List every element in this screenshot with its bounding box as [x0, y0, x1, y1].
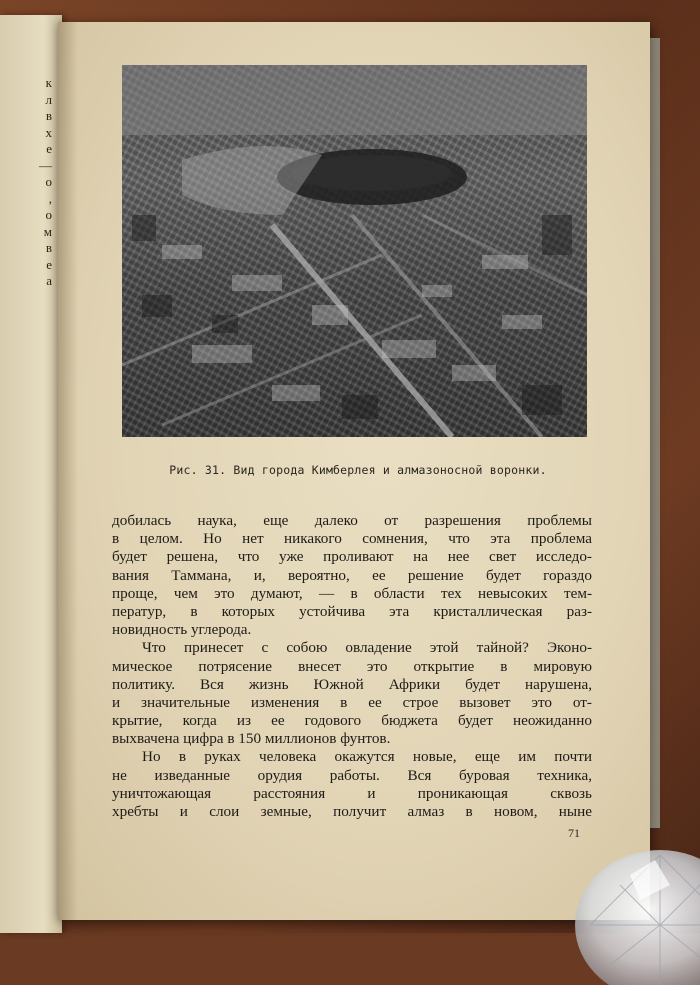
text-line: проще, чем это думают, — в области тех невысоких тем- [112, 584, 592, 602]
text-line: ператур, в которых устойчива эта кристаллическая раз- [112, 602, 592, 620]
text-line: уничтожающая расстояния и проникающая сквозь [112, 784, 592, 802]
text-line: в целом. Но нет никакого сомнения, что эта проблема [112, 530, 592, 548]
text-line: и значительные изменения в ее строе вызовет это от- [112, 693, 592, 711]
text-line: добилась наука, еще далеко от разрешения проблемы [112, 512, 592, 529]
text-line: не изведанные орудия работы. Вся буровая техника, [112, 766, 592, 784]
gutter-shadow [58, 22, 78, 920]
aerial-photo-kimberley [122, 65, 587, 437]
text-line: политику. Вся жизнь Южной Африки будет нарушена, [112, 675, 592, 693]
text-line: мическое потрясение внесет это открытие в мировую [112, 657, 592, 675]
text-line: новидность углерода. [112, 621, 252, 639]
text-line: крытие, когда из ее годового бюджета будет неожиданно [112, 712, 592, 730]
left-page [0, 15, 62, 933]
left-page-margin-text: к л в х е — о , о м в е а [39, 75, 52, 288]
text-line: будет решена, что уже проливают на нее свет исследо- [112, 548, 592, 566]
body-text [112, 512, 592, 821]
text-line: хребты и слои земные, получит алмаз в новом, ныне [112, 803, 592, 820]
figure-caption: Рис. 31. Вид города Кимберлея и алмазоносной воронки. [169, 463, 547, 477]
page-number: 71 [568, 826, 580, 840]
aerial-photo-illustration [122, 65, 587, 437]
text-line: Что принесет с собою овладение этой тайной? Эконо- [142, 639, 592, 657]
text-line: Но в руках человека окажутся новые, еще им почти [142, 748, 592, 766]
crystal-ornament [560, 815, 700, 985]
text-line: выхвачена цифра в 150 миллионов фунтов. [112, 730, 391, 748]
text-line: вания Таммана, и, вероятно, ее решение будет гораздо [112, 566, 592, 584]
